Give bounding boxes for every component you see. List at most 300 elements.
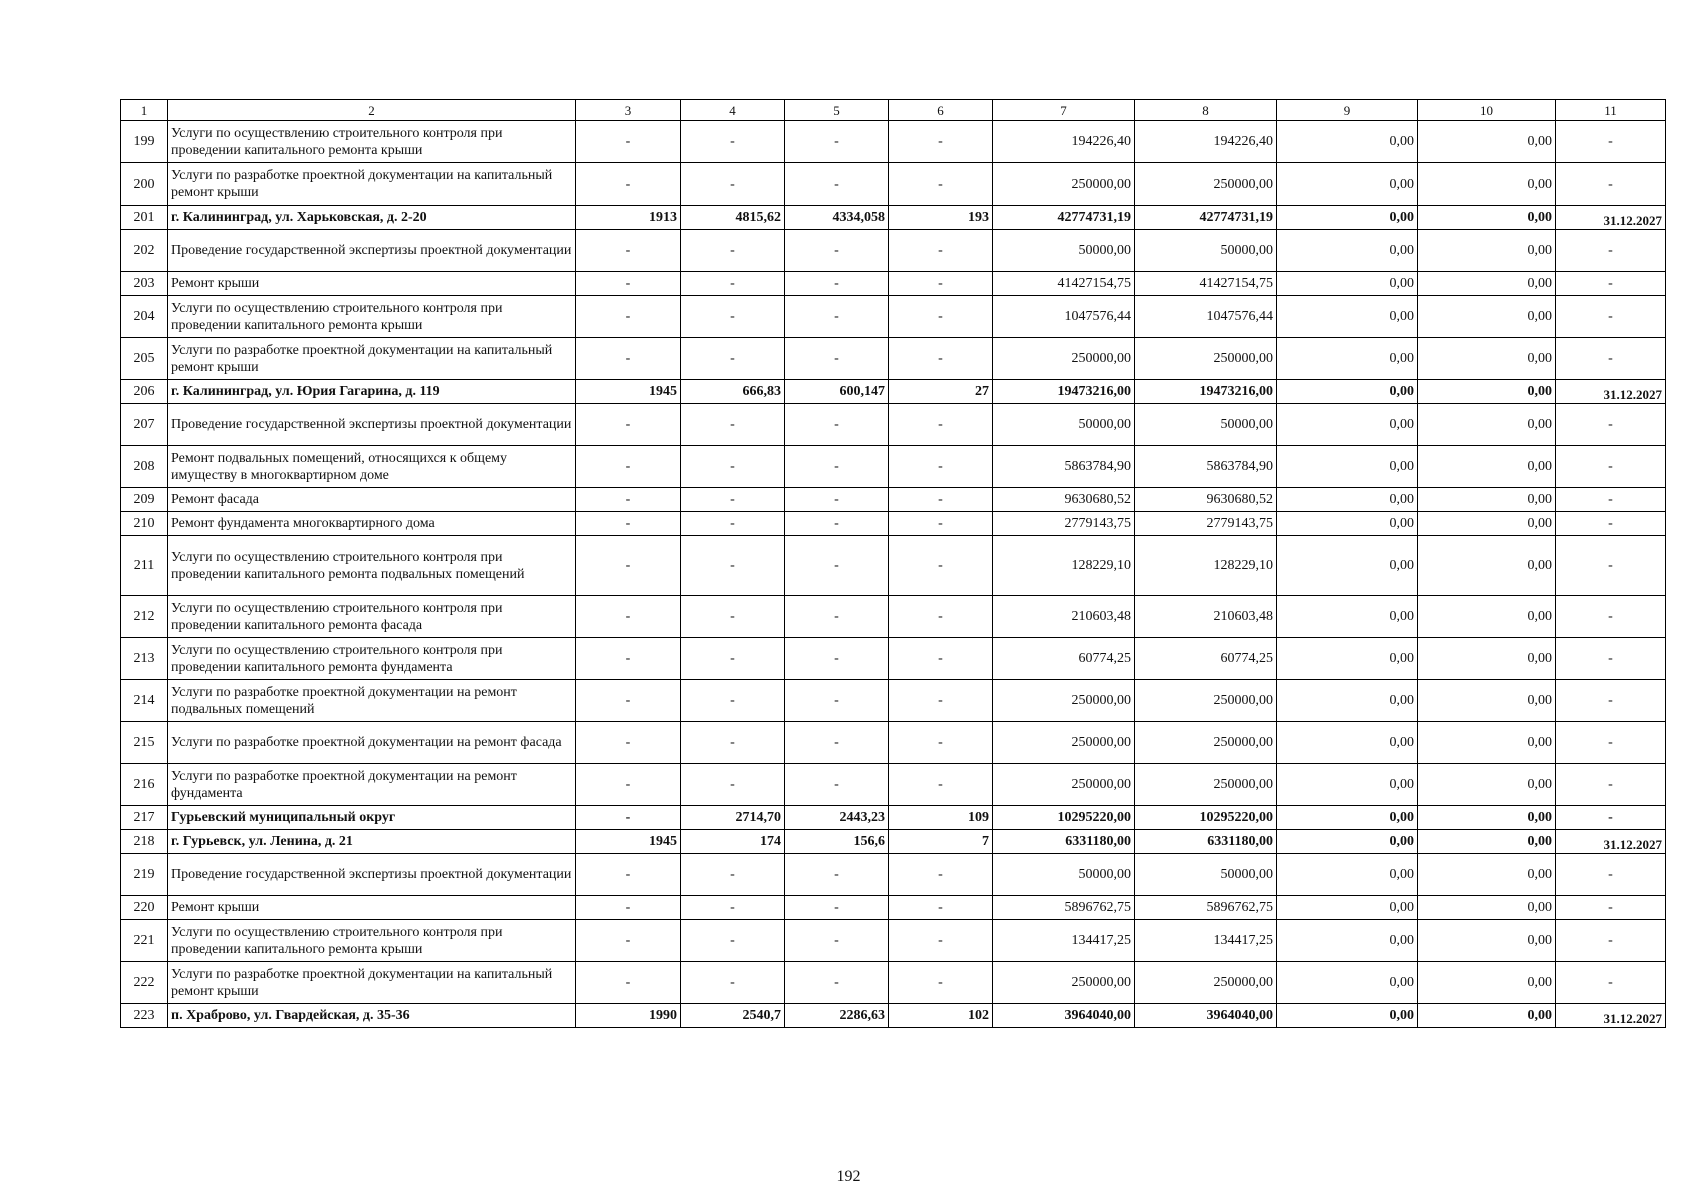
cell-budget-cost: 0,00: [1277, 962, 1418, 1004]
cell-owners-cost: 0,00: [1418, 296, 1556, 338]
cell-total-area: -: [681, 854, 785, 896]
cell-row-number: 214: [121, 680, 168, 722]
column-header-3: 3: [576, 100, 681, 121]
cell-residents: -: [889, 680, 993, 722]
cell-living-area: 156,6: [785, 830, 889, 854]
cell-total-cost: 3964040,00: [993, 1004, 1135, 1028]
cell-total-cost: 41427154,75: [993, 272, 1135, 296]
cell-row-number: 215: [121, 722, 168, 764]
cell-total-area: -: [681, 638, 785, 680]
cell-work-name: Услуги по разработке проектной документации на ремонт фундамента: [168, 764, 576, 806]
cell-regional-fund-cost: 250000,00: [1135, 163, 1277, 206]
cell-regional-fund-cost: 42774731,19: [1135, 206, 1277, 230]
column-header-5: 5: [785, 100, 889, 121]
cell-residents: -: [889, 896, 993, 920]
cell-build-year: -: [576, 446, 681, 488]
column-header-8: 8: [1135, 100, 1277, 121]
table-row: [121, 896, 1666, 920]
cell-total-cost: 128229,10: [993, 536, 1135, 596]
cell-row-number: 199: [121, 121, 168, 163]
cell-total-area: 4815,62: [681, 206, 785, 230]
column-header-7: 7: [993, 100, 1135, 121]
cell-living-area: 600,147: [785, 380, 889, 404]
cell-build-year: -: [576, 854, 681, 896]
cell-work-name: Услуги по осуществлению строительного контроля при проведении капитального ремонта фундамента: [168, 638, 576, 680]
cell-regional-fund-cost: 5863784,90: [1135, 446, 1277, 488]
cell-regional-fund-cost: 50000,00: [1135, 404, 1277, 446]
cell-residents: -: [889, 962, 993, 1004]
cell-row-number: 206: [121, 380, 168, 404]
cell-work-name: Ремонт фундамента многоквартирного дома: [168, 512, 576, 536]
cell-total-area: -: [681, 488, 785, 512]
cell-row-number: 212: [121, 596, 168, 638]
cell-regional-fund-cost: 210603,48: [1135, 596, 1277, 638]
cell-build-year: -: [576, 536, 681, 596]
cell-budget-cost: 0,00: [1277, 596, 1418, 638]
cell-total-cost: 250000,00: [993, 962, 1135, 1004]
cell-living-area: -: [785, 920, 889, 962]
cell-living-area: -: [785, 764, 889, 806]
cell-living-area: -: [785, 722, 889, 764]
cell-budget-cost: 0,00: [1277, 121, 1418, 163]
cell-completion-date: -: [1556, 446, 1666, 488]
table-row: [121, 230, 1666, 272]
cell-living-area: -: [785, 638, 889, 680]
cell-budget-cost: 0,00: [1277, 830, 1418, 854]
cell-row-number: 204: [121, 296, 168, 338]
cell-build-year: -: [576, 638, 681, 680]
cell-work-name: Услуги по осуществлению строительного контроля при проведении капитального ремонта крыши: [168, 296, 576, 338]
table-row: [121, 962, 1666, 1004]
cell-total-area: 174: [681, 830, 785, 854]
cell-work-name: г. Гурьевск, ул. Ленина, д. 21: [168, 830, 576, 854]
cell-regional-fund-cost: 250000,00: [1135, 962, 1277, 1004]
cell-completion-date: 31.12.2027: [1556, 830, 1666, 854]
table-row: [121, 1004, 1666, 1028]
cell-build-year: 1990: [576, 1004, 681, 1028]
cell-work-name: Услуги по осуществлению строительного контроля при проведении капитального ремонта крыши: [168, 121, 576, 163]
cell-regional-fund-cost: 250000,00: [1135, 338, 1277, 380]
cell-total-area: -: [681, 962, 785, 1004]
cell-living-area: -: [785, 338, 889, 380]
cell-completion-date: -: [1556, 536, 1666, 596]
cell-work-name: г. Калининград, ул. Юрия Гагарина, д. 119: [168, 380, 576, 404]
cell-work-name: Услуги по разработке проектной документации на капитальный ремонт крыши: [168, 962, 576, 1004]
table-row: [121, 338, 1666, 380]
cell-residents: 109: [889, 806, 993, 830]
cell-owners-cost: 0,00: [1418, 830, 1556, 854]
cell-completion-date: -: [1556, 854, 1666, 896]
cell-work-name: Проведение государственной экспертизы проектной документации: [168, 854, 576, 896]
cell-total-area: -: [681, 296, 785, 338]
cell-budget-cost: 0,00: [1277, 854, 1418, 896]
cell-owners-cost: 0,00: [1418, 536, 1556, 596]
cell-row-number: 209: [121, 488, 168, 512]
cell-living-area: -: [785, 121, 889, 163]
cell-owners-cost: 0,00: [1418, 854, 1556, 896]
cell-work-name: Услуги по осуществлению строительного контроля при проведении капитального ремонта крыши: [168, 920, 576, 962]
cell-build-year: -: [576, 272, 681, 296]
cell-budget-cost: 0,00: [1277, 272, 1418, 296]
cell-total-area: -: [681, 230, 785, 272]
cell-living-area: 2443,23: [785, 806, 889, 830]
cell-row-number: 201: [121, 206, 168, 230]
cell-budget-cost: 0,00: [1277, 680, 1418, 722]
cell-work-name: Услуги по осуществлению строительного контроля при проведении капитального ремонта фасада: [168, 596, 576, 638]
cell-residents: -: [889, 163, 993, 206]
cell-build-year: -: [576, 596, 681, 638]
cell-total-cost: 50000,00: [993, 854, 1135, 896]
cell-row-number: 202: [121, 230, 168, 272]
cell-total-cost: 9630680,52: [993, 488, 1135, 512]
column-header-9: 9: [1277, 100, 1418, 121]
cell-budget-cost: 0,00: [1277, 920, 1418, 962]
cell-total-cost: 6331180,00: [993, 830, 1135, 854]
cell-regional-fund-cost: 50000,00: [1135, 230, 1277, 272]
cell-total-area: -: [681, 896, 785, 920]
cell-living-area: -: [785, 230, 889, 272]
table-row: [121, 806, 1666, 830]
cell-living-area: -: [785, 536, 889, 596]
cell-completion-date: -: [1556, 230, 1666, 272]
table-row: [121, 920, 1666, 962]
cell-completion-date: -: [1556, 638, 1666, 680]
cell-work-name: п. Храброво, ул. Гвардейская, д. 35-36: [168, 1004, 576, 1028]
cell-residents: -: [889, 296, 993, 338]
cell-residents: -: [889, 638, 993, 680]
cell-total-area: -: [681, 596, 785, 638]
cell-regional-fund-cost: 10295220,00: [1135, 806, 1277, 830]
cell-total-area: 2540,7: [681, 1004, 785, 1028]
cell-living-area: -: [785, 446, 889, 488]
cell-completion-date: -: [1556, 764, 1666, 806]
cell-budget-cost: 0,00: [1277, 722, 1418, 764]
cell-work-name: Услуги по разработке проектной документации на ремонт фасада: [168, 722, 576, 764]
table-row: [121, 380, 1666, 404]
cell-row-number: 218: [121, 830, 168, 854]
cell-work-name: г. Калининград, ул. Харьковская, д. 2-20: [168, 206, 576, 230]
cell-budget-cost: 0,00: [1277, 404, 1418, 446]
cell-completion-date: 31.12.2027: [1556, 380, 1666, 404]
cell-total-cost: 60774,25: [993, 638, 1135, 680]
cell-living-area: -: [785, 962, 889, 1004]
cell-residents: -: [889, 920, 993, 962]
cell-owners-cost: 0,00: [1418, 488, 1556, 512]
cell-owners-cost: 0,00: [1418, 722, 1556, 764]
cell-residents: 7: [889, 830, 993, 854]
cell-row-number: 210: [121, 512, 168, 536]
cell-row-number: 223: [121, 1004, 168, 1028]
cell-budget-cost: 0,00: [1277, 512, 1418, 536]
cell-work-name: Ремонт крыши: [168, 896, 576, 920]
cell-total-cost: 5863784,90: [993, 446, 1135, 488]
cell-owners-cost: 0,00: [1418, 1004, 1556, 1028]
cell-regional-fund-cost: 250000,00: [1135, 764, 1277, 806]
cell-build-year: 1913: [576, 206, 681, 230]
table-row: [121, 121, 1666, 163]
cell-total-area: -: [681, 764, 785, 806]
cell-owners-cost: 0,00: [1418, 806, 1556, 830]
cell-build-year: -: [576, 896, 681, 920]
table-row: [121, 206, 1666, 230]
cell-owners-cost: 0,00: [1418, 512, 1556, 536]
cell-row-number: 205: [121, 338, 168, 380]
cell-residents: -: [889, 536, 993, 596]
cell-owners-cost: 0,00: [1418, 680, 1556, 722]
cell-completion-date: -: [1556, 121, 1666, 163]
cell-row-number: 200: [121, 163, 168, 206]
cell-row-number: 217: [121, 806, 168, 830]
cell-work-name: Услуги по разработке проектной документации на капитальный ремонт крыши: [168, 338, 576, 380]
cell-total-cost: 5896762,75: [993, 896, 1135, 920]
cell-total-cost: 1047576,44: [993, 296, 1135, 338]
cell-residents: -: [889, 722, 993, 764]
table-row: [121, 488, 1666, 512]
cell-total-area: -: [681, 536, 785, 596]
cell-budget-cost: 0,00: [1277, 536, 1418, 596]
cell-work-name: Услуги по осуществлению строительного контроля при проведении капитального ремонта подвальных помещений: [168, 536, 576, 596]
cell-budget-cost: 0,00: [1277, 806, 1418, 830]
cell-row-number: 213: [121, 638, 168, 680]
cell-total-area: -: [681, 512, 785, 536]
cell-total-cost: 19473216,00: [993, 380, 1135, 404]
cell-living-area: -: [785, 854, 889, 896]
cell-build-year: -: [576, 920, 681, 962]
cell-completion-date: -: [1556, 296, 1666, 338]
cell-living-area: -: [785, 404, 889, 446]
cell-build-year: -: [576, 764, 681, 806]
cell-regional-fund-cost: 9630680,52: [1135, 488, 1277, 512]
table-row: [121, 764, 1666, 806]
cell-total-cost: 250000,00: [993, 163, 1135, 206]
cell-total-cost: 2779143,75: [993, 512, 1135, 536]
cell-regional-fund-cost: 128229,10: [1135, 536, 1277, 596]
table-row: [121, 296, 1666, 338]
cell-completion-date: -: [1556, 680, 1666, 722]
cell-living-area: 4334,058: [785, 206, 889, 230]
cell-residents: -: [889, 121, 993, 163]
cell-living-area: -: [785, 512, 889, 536]
cell-regional-fund-cost: 41427154,75: [1135, 272, 1277, 296]
cell-row-number: 220: [121, 896, 168, 920]
table-row: [121, 854, 1666, 896]
cell-residents: 193: [889, 206, 993, 230]
cell-regional-fund-cost: 19473216,00: [1135, 380, 1277, 404]
cell-residents: -: [889, 404, 993, 446]
table-row: [121, 404, 1666, 446]
cell-owners-cost: 0,00: [1418, 962, 1556, 1004]
cell-residents: -: [889, 272, 993, 296]
table-row: [121, 446, 1666, 488]
cell-residents: -: [889, 488, 993, 512]
table-row: [121, 830, 1666, 854]
cell-budget-cost: 0,00: [1277, 1004, 1418, 1028]
cell-residents: -: [889, 854, 993, 896]
cell-row-number: 221: [121, 920, 168, 962]
cell-total-area: -: [681, 163, 785, 206]
cell-residents: -: [889, 230, 993, 272]
cell-completion-date: -: [1556, 920, 1666, 962]
cell-completion-date: -: [1556, 512, 1666, 536]
table-row: [121, 638, 1666, 680]
column-header-11: 11: [1556, 100, 1666, 121]
cell-regional-fund-cost: 60774,25: [1135, 638, 1277, 680]
cell-total-cost: 42774731,19: [993, 206, 1135, 230]
cell-living-area: -: [785, 488, 889, 512]
cell-total-area: -: [681, 272, 785, 296]
cell-total-area: -: [681, 722, 785, 764]
cell-owners-cost: 0,00: [1418, 272, 1556, 296]
cell-completion-date: -: [1556, 596, 1666, 638]
cell-owners-cost: 0,00: [1418, 920, 1556, 962]
cell-work-name: Услуги по разработке проектной документации на ремонт подвальных помещений: [168, 680, 576, 722]
cell-completion-date: -: [1556, 896, 1666, 920]
cell-completion-date: -: [1556, 404, 1666, 446]
cell-budget-cost: 0,00: [1277, 230, 1418, 272]
cell-residents: 102: [889, 1004, 993, 1028]
cell-row-number: 203: [121, 272, 168, 296]
cell-regional-fund-cost: 3964040,00: [1135, 1004, 1277, 1028]
cell-completion-date: 31.12.2027: [1556, 1004, 1666, 1028]
cell-living-area: -: [785, 596, 889, 638]
cell-budget-cost: 0,00: [1277, 638, 1418, 680]
cell-owners-cost: 0,00: [1418, 404, 1556, 446]
cell-work-name: Гурьевский муниципальный округ: [168, 806, 576, 830]
table-row: [121, 163, 1666, 206]
table-header-row: [121, 100, 1666, 121]
cell-total-cost: 250000,00: [993, 680, 1135, 722]
cell-row-number: 222: [121, 962, 168, 1004]
cell-total-area: -: [681, 680, 785, 722]
cell-budget-cost: 0,00: [1277, 446, 1418, 488]
cell-owners-cost: 0,00: [1418, 163, 1556, 206]
cell-completion-date: -: [1556, 962, 1666, 1004]
cell-owners-cost: 0,00: [1418, 206, 1556, 230]
cell-build-year: -: [576, 404, 681, 446]
cell-total-cost: 50000,00: [993, 404, 1135, 446]
cell-budget-cost: 0,00: [1277, 764, 1418, 806]
cell-build-year: -: [576, 338, 681, 380]
cell-residents: -: [889, 764, 993, 806]
table-row: [121, 512, 1666, 536]
cell-total-area: 2714,70: [681, 806, 785, 830]
table-row: [121, 272, 1666, 296]
cell-total-cost: 250000,00: [993, 338, 1135, 380]
cell-completion-date: -: [1556, 488, 1666, 512]
cell-living-area: -: [785, 680, 889, 722]
cell-work-name: Ремонт подвальных помещений, относящихся к общему имуществу в многоквартирном доме: [168, 446, 576, 488]
column-header-1: 1: [121, 100, 168, 121]
cell-row-number: 207: [121, 404, 168, 446]
works-table: [120, 99, 1666, 1028]
cell-regional-fund-cost: 5896762,75: [1135, 896, 1277, 920]
cell-budget-cost: 0,00: [1277, 163, 1418, 206]
cell-row-number: 216: [121, 764, 168, 806]
cell-regional-fund-cost: 250000,00: [1135, 722, 1277, 764]
cell-completion-date: -: [1556, 806, 1666, 830]
table-row: [121, 596, 1666, 638]
cell-total-cost: 210603,48: [993, 596, 1135, 638]
cell-build-year: -: [576, 163, 681, 206]
cell-work-name: Проведение государственной экспертизы проектной документации: [168, 404, 576, 446]
cell-regional-fund-cost: 250000,00: [1135, 680, 1277, 722]
table-row: [121, 722, 1666, 764]
cell-residents: -: [889, 512, 993, 536]
cell-build-year: -: [576, 680, 681, 722]
cell-completion-date: -: [1556, 338, 1666, 380]
cell-total-area: -: [681, 121, 785, 163]
table-row: [121, 536, 1666, 596]
cell-living-area: 2286,63: [785, 1004, 889, 1028]
cell-owners-cost: 0,00: [1418, 896, 1556, 920]
cell-row-number: 211: [121, 536, 168, 596]
cell-owners-cost: 0,00: [1418, 230, 1556, 272]
cell-owners-cost: 0,00: [1418, 380, 1556, 404]
cell-regional-fund-cost: 194226,40: [1135, 121, 1277, 163]
cell-living-area: -: [785, 896, 889, 920]
cell-build-year: -: [576, 488, 681, 512]
cell-row-number: 208: [121, 446, 168, 488]
cell-build-year: -: [576, 512, 681, 536]
column-header-6: 6: [889, 100, 993, 121]
cell-owners-cost: 0,00: [1418, 764, 1556, 806]
cell-owners-cost: 0,00: [1418, 638, 1556, 680]
cell-residents: 27: [889, 380, 993, 404]
cell-completion-date: 31.12.2027: [1556, 206, 1666, 230]
cell-completion-date: -: [1556, 272, 1666, 296]
cell-completion-date: -: [1556, 722, 1666, 764]
cell-owners-cost: 0,00: [1418, 121, 1556, 163]
cell-total-cost: 134417,25: [993, 920, 1135, 962]
cell-work-name: Ремонт фасада: [168, 488, 576, 512]
cell-build-year: -: [576, 722, 681, 764]
cell-residents: -: [889, 446, 993, 488]
cell-total-cost: 50000,00: [993, 230, 1135, 272]
cell-regional-fund-cost: 6331180,00: [1135, 830, 1277, 854]
column-header-4: 4: [681, 100, 785, 121]
cell-total-area: 666,83: [681, 380, 785, 404]
column-header-10: 10: [1418, 100, 1556, 121]
cell-total-cost: 250000,00: [993, 722, 1135, 764]
cell-regional-fund-cost: 134417,25: [1135, 920, 1277, 962]
cell-budget-cost: 0,00: [1277, 488, 1418, 512]
cell-total-cost: 10295220,00: [993, 806, 1135, 830]
cell-regional-fund-cost: 1047576,44: [1135, 296, 1277, 338]
cell-total-cost: 194226,40: [993, 121, 1135, 163]
cell-owners-cost: 0,00: [1418, 596, 1556, 638]
cell-budget-cost: 0,00: [1277, 206, 1418, 230]
cell-build-year: 1945: [576, 380, 681, 404]
cell-budget-cost: 0,00: [1277, 296, 1418, 338]
cell-total-cost: 250000,00: [993, 764, 1135, 806]
cell-build-year: -: [576, 806, 681, 830]
cell-total-area: -: [681, 920, 785, 962]
cell-build-year: 1945: [576, 830, 681, 854]
table-row: [121, 680, 1666, 722]
cell-total-area: -: [681, 338, 785, 380]
cell-budget-cost: 0,00: [1277, 896, 1418, 920]
cell-completion-date: -: [1556, 163, 1666, 206]
cell-build-year: -: [576, 230, 681, 272]
cell-regional-fund-cost: 50000,00: [1135, 854, 1277, 896]
cell-build-year: -: [576, 121, 681, 163]
cell-work-name: Проведение государственной экспертизы проектной документации: [168, 230, 576, 272]
cell-row-number: 219: [121, 854, 168, 896]
cell-residents: -: [889, 338, 993, 380]
cell-owners-cost: 0,00: [1418, 338, 1556, 380]
cell-budget-cost: 0,00: [1277, 380, 1418, 404]
cell-total-area: -: [681, 446, 785, 488]
